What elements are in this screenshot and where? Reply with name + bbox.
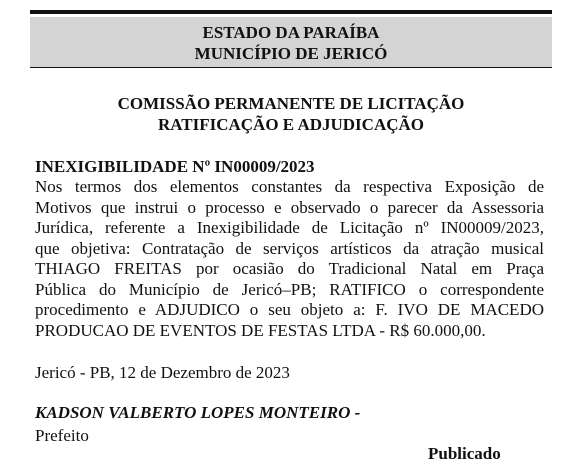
body-line: Nos termos dos elementos constantes da respectiva Exposição de xyxy=(35,177,544,196)
commission-heading xyxy=(30,93,552,135)
publication-note-cut-off: Publicado xyxy=(428,444,501,463)
municipality-name: MUNICÍPIO DE JERICÓ xyxy=(194,44,388,63)
body-line: PRODUCAO DE EVENTOS DE FESTAS LTDA - R$ 60.000,00. xyxy=(35,320,486,340)
top-border-rule xyxy=(30,10,552,14)
body-line: Motivos que instrui o processo e observado o parecer da Assessoria xyxy=(35,197,544,217)
body-line: THIAGO FREITAS por ocasião do Tradicional Natal em Praça xyxy=(35,259,544,278)
header-bottom-rule xyxy=(30,67,552,68)
body-line: Jurídica, referente a Inexigibilidade de Licitação nº IN00009/2023, xyxy=(35,218,544,237)
place-and-date: Jericó - PB, 12 de Dezembro de 2023 xyxy=(35,363,290,382)
document-header xyxy=(30,17,552,67)
state-name: ESTADO DA PARAÍBA xyxy=(202,23,380,42)
notice-body xyxy=(35,177,544,341)
body-line: que objetiva: Contratação de serviços artísticos da atração musical xyxy=(35,238,544,258)
body-line: procedimento e ADJUDICO o seu objeto a: F. IVO DE MACEDO xyxy=(35,300,544,319)
commission-title: COMISSÃO PERMANENTE DE LICITAÇÃO xyxy=(117,94,465,113)
body-line: Pública do Município de Jericó–PB; RATIFICO o correspondente xyxy=(35,279,544,299)
act-title: RATIFICAÇÃO E ADJUDICAÇÃO xyxy=(157,115,425,134)
signer-name: KADSON VALBERTO LOPES MONTEIRO - xyxy=(35,403,361,422)
notice-title: INEXIGIBILIDADE Nº IN00009/2023 xyxy=(35,157,315,176)
signer-role: Prefeito xyxy=(35,426,89,445)
